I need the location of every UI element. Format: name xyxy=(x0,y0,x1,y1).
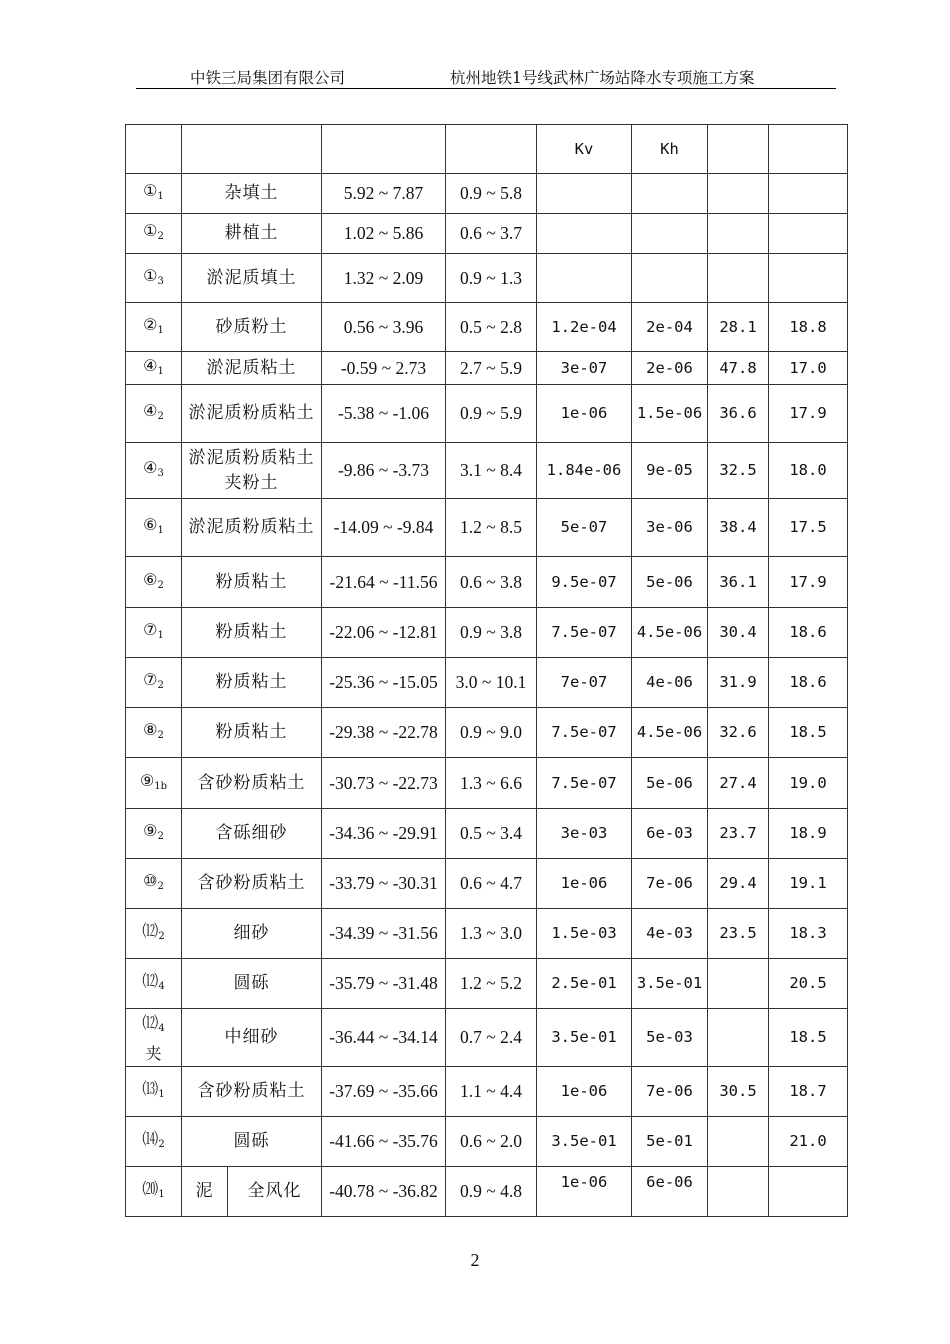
layer-id xyxy=(143,401,164,420)
table-row xyxy=(126,1117,848,1167)
layer-kh: 6e-06 xyxy=(632,1167,708,1217)
layer-kh: 3e-06 xyxy=(632,499,708,557)
layer-elevation: -25.36 ~ -15.05 xyxy=(322,658,446,708)
table-row xyxy=(126,385,848,443)
layer-water-content: 27.4 xyxy=(708,758,769,809)
layer-id-subscript: 1 xyxy=(157,324,164,336)
layer-id-symbol: ⑿ xyxy=(142,971,159,990)
layer-id-subscript: 1b xyxy=(154,780,168,792)
header-project-title: 杭州地铁1号线武林广场站降水专项施工方案 xyxy=(450,69,755,87)
table-header-row xyxy=(126,125,848,174)
layer-elevation: -41.66 ~ -35.76 xyxy=(322,1117,446,1167)
layer-thickness: 0.6 ~ 3.7 xyxy=(446,214,537,254)
layer-name: 含砂粉质粘土 xyxy=(182,758,322,809)
layer-id-symbol: ④ xyxy=(143,401,158,420)
layer-thickness: 0.5 ~ 3.4 xyxy=(446,809,537,859)
layer-water-content: 32.6 xyxy=(708,708,769,758)
layer-id-symbol: ⒁ xyxy=(142,1129,159,1148)
layer-thickness: 3.0 ~ 10.1 xyxy=(446,658,537,708)
layer-water-content: 36.6 xyxy=(708,385,769,443)
layer-id-symbol: ⑨ xyxy=(143,821,158,840)
table-row xyxy=(126,909,848,959)
layer-unit-weight: 18.3 xyxy=(769,909,848,959)
table-row xyxy=(126,352,848,385)
layer-name: 圆砾 xyxy=(182,959,322,1009)
layer-id-cell xyxy=(126,303,182,352)
layer-id-cell xyxy=(126,859,182,909)
layer-id xyxy=(143,720,164,739)
layer-kh xyxy=(632,174,708,214)
layer-water-content: 31.9 xyxy=(708,658,769,708)
layer-kh: 5e-06 xyxy=(632,758,708,809)
layer-kh: 5e-01 xyxy=(632,1117,708,1167)
layer-kh xyxy=(632,214,708,254)
header-cell-unit-weight xyxy=(769,125,848,174)
layer-id-cell xyxy=(126,959,182,1009)
layer-name: 淤泥质填土 xyxy=(182,254,322,303)
layer-name: 砂质粉土 xyxy=(182,303,322,352)
layer-kh: 9e-05 xyxy=(632,443,708,499)
layer-id-subscript: 2 xyxy=(157,579,164,591)
layer-water-content xyxy=(708,214,769,254)
layer-id-subscript: 1 xyxy=(158,1189,165,1200)
layer-water-content xyxy=(708,1117,769,1167)
layer-id-cell xyxy=(126,708,182,758)
table-row xyxy=(126,443,848,499)
layer-elevation: -34.39 ~ -31.56 xyxy=(322,909,446,959)
layer-id-subscript: 1 xyxy=(157,191,164,202)
layer-id-subscript: 3 xyxy=(157,468,164,479)
layer-kh: 4e-03 xyxy=(632,909,708,959)
header-company: 中铁三局集团有限公司 xyxy=(190,69,346,87)
layer-water-content: 38.4 xyxy=(708,499,769,557)
layer-kv xyxy=(537,254,632,303)
layer-kv: 5e-07 xyxy=(537,499,632,557)
layer-id-cell xyxy=(126,1117,182,1167)
layer-id-subscript: 4 xyxy=(158,981,165,992)
layer-water-content xyxy=(708,959,769,1009)
layer-id-cell xyxy=(126,1167,182,1217)
layer-id-subscript: 1 xyxy=(157,365,164,377)
layer-kv: 1.2e-04 xyxy=(537,303,632,352)
layer-kv: 3e-07 xyxy=(537,352,632,385)
layer-thickness: 1.2 ~ 8.5 xyxy=(446,499,537,557)
layer-id-symbol: ⑨ xyxy=(139,770,155,790)
layer-water-content: 30.5 xyxy=(708,1067,769,1117)
layer-name: 淤泥质粉质粘土 xyxy=(182,499,322,557)
layer-id-cell xyxy=(126,608,182,658)
layer-id xyxy=(143,570,164,589)
layer-name: 耕植土 xyxy=(182,214,322,254)
layer-elevation: 0.56 ~ 3.96 xyxy=(322,303,446,352)
layer-thickness: 0.6 ~ 3.8 xyxy=(446,557,537,608)
layer-id-symbol: ④ xyxy=(143,458,158,477)
layer-water-content xyxy=(708,174,769,214)
layer-elevation: -21.64 ~ -11.56 xyxy=(322,557,446,608)
layer-thickness: 0.9 ~ 5.8 xyxy=(446,174,537,214)
layer-elevation: -34.36 ~ -29.91 xyxy=(322,809,446,859)
layer-kh xyxy=(632,254,708,303)
layer-id-cell xyxy=(126,809,182,859)
layer-water-content xyxy=(708,1009,769,1067)
layer-id-symbol: ② xyxy=(143,314,158,334)
layer-water-content: 28.1 xyxy=(708,303,769,352)
layer-unit-weight: 19.1 xyxy=(769,859,848,909)
layer-unit-weight: 18.5 xyxy=(769,708,848,758)
layer-name: 中细砂 xyxy=(182,1009,322,1067)
layer-id-subscript: 2 xyxy=(157,881,164,892)
layer-id xyxy=(143,266,164,285)
layer-water-content: 23.5 xyxy=(708,909,769,959)
layer-unit-weight xyxy=(769,254,848,303)
layer-id-subscript: 2 xyxy=(158,931,165,942)
layer-name: 淤泥质粉质粘土 xyxy=(182,385,322,443)
layer-name: 细砂 xyxy=(182,909,322,959)
header-cell-water-content xyxy=(708,125,769,174)
layer-kv: 7e-07 xyxy=(537,658,632,708)
layer-id-symbol: ⒀ xyxy=(142,1079,159,1098)
layer-elevation: -22.06 ~ -12.81 xyxy=(322,608,446,658)
table-row xyxy=(126,809,848,859)
layer-elevation: -0.59 ~ 2.73 xyxy=(322,352,446,385)
layer-kh: 2e-06 xyxy=(632,352,708,385)
layer-id-subscript: 1 xyxy=(157,525,164,536)
header-cell-kv: Kv xyxy=(537,125,632,174)
layer-unit-weight: 17.5 xyxy=(769,499,848,557)
layer-id-subscript: 2 xyxy=(157,231,164,242)
layer-id-cell xyxy=(126,658,182,708)
table-row xyxy=(126,758,848,809)
layer-id-symbol: ⑿ xyxy=(142,1012,159,1032)
layer-thickness: 1.3 ~ 3.0 xyxy=(446,909,537,959)
layer-thickness: 0.7 ~ 2.4 xyxy=(446,1009,537,1067)
layer-kv xyxy=(537,174,632,214)
table-row xyxy=(126,708,848,758)
page-header xyxy=(136,64,836,89)
table-row xyxy=(126,859,848,909)
layer-kh: 1.5e-06 xyxy=(632,385,708,443)
layer-unit-weight: 18.0 xyxy=(769,443,848,499)
layer-thickness: 0.6 ~ 4.7 xyxy=(446,859,537,909)
layer-elevation: -5.38 ~ -1.06 xyxy=(322,385,446,443)
header-cell-thickness xyxy=(446,125,537,174)
table-row xyxy=(126,254,848,303)
layer-id-cell xyxy=(126,443,182,499)
layer-id xyxy=(142,1079,164,1098)
layer-thickness: 3.1 ~ 8.4 xyxy=(446,443,537,499)
layer-id-symbol: ⑥ xyxy=(143,569,158,589)
layer-unit-weight: 17.0 xyxy=(769,352,848,385)
layer-elevation: -29.38 ~ -22.78 xyxy=(322,708,446,758)
layer-id-subscript: 1 xyxy=(158,1089,165,1100)
layer-kh: 6e-03 xyxy=(632,809,708,859)
layer-elevation: 5.92 ~ 7.87 xyxy=(322,174,446,214)
layer-id-cell xyxy=(126,557,182,608)
layer-thickness: 0.9 ~ 9.0 xyxy=(446,708,537,758)
soil-parameter-table xyxy=(125,124,848,1217)
layer-kv: 3.5e-01 xyxy=(537,1009,632,1067)
layer-id xyxy=(142,1013,164,1032)
layer-id xyxy=(142,1129,164,1148)
layer-water-content xyxy=(708,254,769,303)
layer-kh: 2e-04 xyxy=(632,303,708,352)
layer-thickness: 1.3 ~ 6.6 xyxy=(446,758,537,809)
layer-id xyxy=(142,921,164,940)
layer-id-extra: 夹 xyxy=(145,1043,162,1063)
layer-kv: 9.5e-07 xyxy=(537,557,632,608)
layer-id xyxy=(143,458,164,477)
table-row xyxy=(126,1067,848,1117)
layer-id-subscript: 2 xyxy=(157,411,164,422)
layer-water-content: 32.5 xyxy=(708,443,769,499)
table-body xyxy=(126,125,848,1217)
layer-name: 粉质粘土 xyxy=(182,658,322,708)
layer-kv: 7.5e-07 xyxy=(537,758,632,809)
layer-unit-weight: 18.8 xyxy=(769,303,848,352)
layer-kv: 1.84e-06 xyxy=(537,443,632,499)
table-row xyxy=(126,499,848,557)
layer-name: 含砾细砂 xyxy=(182,809,322,859)
layer-id-cell xyxy=(126,758,182,809)
layer-unit-weight: 17.9 xyxy=(769,385,848,443)
layer-kv: 1e-06 xyxy=(537,1167,632,1217)
layer-water-content: 36.1 xyxy=(708,557,769,608)
layer-id-subscript: 2 xyxy=(157,730,164,741)
layer-id-cell xyxy=(126,352,182,385)
layer-thickness: 0.9 ~ 5.9 xyxy=(446,385,537,443)
layer-kh: 5e-06 xyxy=(632,557,708,608)
layer-kv: 3e-03 xyxy=(537,809,632,859)
layer-id-cell xyxy=(126,254,182,303)
layer-kv: 7.5e-07 xyxy=(537,608,632,658)
layer-id xyxy=(142,971,164,990)
header-cell-elevation xyxy=(322,125,446,174)
layer-kh: 7e-06 xyxy=(632,859,708,909)
layer-id-subscript: 4 xyxy=(158,1022,165,1034)
layer-unit-weight: 20.5 xyxy=(769,959,848,1009)
layer-name: 含砂粉质粘土 xyxy=(182,1067,322,1117)
layer-id-subscript: 2 xyxy=(157,831,164,842)
layer-elevation: 1.02 ~ 5.86 xyxy=(322,214,446,254)
layer-kh: 5e-03 xyxy=(632,1009,708,1067)
layer-elevation: -36.44 ~ -34.14 xyxy=(322,1009,446,1067)
layer-name: 粉质粘土 xyxy=(182,557,322,608)
layer-water-content: 30.4 xyxy=(708,608,769,658)
layer-id-cell xyxy=(126,1067,182,1117)
layer-elevation: -30.73 ~ -22.73 xyxy=(322,758,446,809)
layer-unit-weight: 18.6 xyxy=(769,658,848,708)
layer-thickness: 1.2 ~ 5.2 xyxy=(446,959,537,1009)
layer-water-content xyxy=(708,1167,769,1217)
layer-id-symbol: ④ xyxy=(143,355,158,375)
layer-id-symbol: ① xyxy=(143,181,158,200)
layer-id xyxy=(143,221,164,240)
table-row xyxy=(126,557,848,608)
layer-water-content: 47.8 xyxy=(708,352,769,385)
layer-kh: 4e-06 xyxy=(632,658,708,708)
layer-kv: 3.5e-01 xyxy=(537,1117,632,1167)
layer-id-cell xyxy=(126,214,182,254)
table-row xyxy=(126,303,848,352)
layer-id-symbol: ⑿ xyxy=(142,921,159,940)
layer-id xyxy=(143,871,164,890)
layer-name-part-b: 全风化 xyxy=(228,1167,322,1217)
layer-unit-weight: 18.5 xyxy=(769,1009,848,1067)
layer-elevation: -33.79 ~ -30.31 xyxy=(322,859,446,909)
layer-id-cell xyxy=(126,174,182,214)
layer-id-cell xyxy=(126,499,182,557)
layer-id xyxy=(143,315,164,334)
layer-thickness: 0.5 ~ 2.8 xyxy=(446,303,537,352)
layer-kh: 3.5e-01 xyxy=(632,959,708,1009)
layer-kh: 4.5e-06 xyxy=(632,708,708,758)
layer-unit-weight: 19.0 xyxy=(769,758,848,809)
layer-kv: 1e-06 xyxy=(537,859,632,909)
layer-kh: 7e-06 xyxy=(632,1067,708,1117)
layer-kv: 1.5e-03 xyxy=(537,909,632,959)
layer-elevation: -37.69 ~ -35.66 xyxy=(322,1067,446,1117)
layer-thickness: 2.7 ~ 5.9 xyxy=(446,352,537,385)
layer-name: 圆砾 xyxy=(182,1117,322,1167)
layer-name-part-a: 泥 xyxy=(182,1167,228,1217)
layer-thickness: 1.1 ~ 4.4 xyxy=(446,1067,537,1117)
layer-unit-weight: 21.0 xyxy=(769,1117,848,1167)
layer-unit-weight xyxy=(769,174,848,214)
layer-unit-weight xyxy=(769,1167,848,1217)
layer-id-cell xyxy=(126,385,182,443)
layer-thickness: 0.9 ~ 3.8 xyxy=(446,608,537,658)
layer-name: 杂填土 xyxy=(182,174,322,214)
layer-id-symbol: ⒇ xyxy=(142,1179,159,1198)
table-row xyxy=(126,658,848,708)
layer-water-content: 29.4 xyxy=(708,859,769,909)
layer-id xyxy=(143,515,164,534)
layer-thickness: 0.9 ~ 4.8 xyxy=(446,1167,537,1217)
table-row xyxy=(126,214,848,254)
layer-id-cell xyxy=(126,909,182,959)
layer-kh: 4.5e-06 xyxy=(632,608,708,658)
layer-unit-weight: 18.9 xyxy=(769,809,848,859)
layer-kv: 7.5e-07 xyxy=(537,708,632,758)
table-row xyxy=(126,1167,848,1217)
layer-id xyxy=(140,771,167,790)
layer-id xyxy=(143,356,164,375)
layer-elevation: -40.78 ~ -36.82 xyxy=(322,1167,446,1217)
table-row xyxy=(126,174,848,214)
header-cell-name xyxy=(182,125,322,174)
layer-unit-weight: 18.6 xyxy=(769,608,848,658)
layer-elevation: 1.32 ~ 2.09 xyxy=(322,254,446,303)
layer-name: 淤泥质粘土 xyxy=(182,352,322,385)
table-row xyxy=(126,1009,848,1067)
page-number: 2 xyxy=(470,1250,480,1270)
header-cell-kh: Kh xyxy=(632,125,708,174)
table-row xyxy=(126,608,848,658)
layer-id-symbol: ① xyxy=(143,265,158,285)
layer-id-subscript: 1 xyxy=(157,630,164,641)
layer-thickness: 0.6 ~ 2.0 xyxy=(446,1117,537,1167)
layer-id-symbol: ① xyxy=(143,221,158,240)
layer-name: 含砂粉质粘土 xyxy=(182,859,322,909)
layer-id-symbol: ⑧ xyxy=(143,720,158,739)
layer-name: 粉质粘土 xyxy=(182,608,322,658)
layer-kv: 2.5e-01 xyxy=(537,959,632,1009)
layer-elevation: -14.09 ~ -9.84 xyxy=(322,499,446,557)
layer-name: 淤泥质粉质粘土夹粉土 xyxy=(182,443,322,499)
layer-id-subscript: 2 xyxy=(158,1139,165,1150)
table-row xyxy=(126,959,848,1009)
layer-id-subscript: 2 xyxy=(157,680,164,691)
layer-thickness: 0.9 ~ 1.3 xyxy=(446,254,537,303)
layer-elevation: -35.79 ~ -31.48 xyxy=(322,959,446,1009)
layer-unit-weight: 17.9 xyxy=(769,557,848,608)
layer-name: 粉质粘土 xyxy=(182,708,322,758)
layer-kv xyxy=(537,214,632,254)
layer-id-cell xyxy=(126,1009,182,1067)
layer-id-symbol: ⑩ xyxy=(143,871,158,890)
layer-id-symbol: ⑦ xyxy=(143,620,158,639)
layer-id-subscript: 3 xyxy=(157,275,164,287)
layer-id-symbol: ⑦ xyxy=(143,670,158,689)
layer-elevation: -9.86 ~ -3.73 xyxy=(322,443,446,499)
layer-kv: 1e-06 xyxy=(537,385,632,443)
layer-id xyxy=(143,821,164,840)
layer-id xyxy=(142,1179,164,1198)
layer-id xyxy=(143,181,164,200)
layer-kv: 1e-06 xyxy=(537,1067,632,1117)
header-cell-id xyxy=(126,125,182,174)
layer-unit-weight xyxy=(769,214,848,254)
layer-id xyxy=(143,620,164,639)
layer-unit-weight: 18.7 xyxy=(769,1067,848,1117)
layer-id-symbol: ⑥ xyxy=(143,515,158,534)
layer-water-content: 23.7 xyxy=(708,809,769,859)
layer-id xyxy=(143,670,164,689)
